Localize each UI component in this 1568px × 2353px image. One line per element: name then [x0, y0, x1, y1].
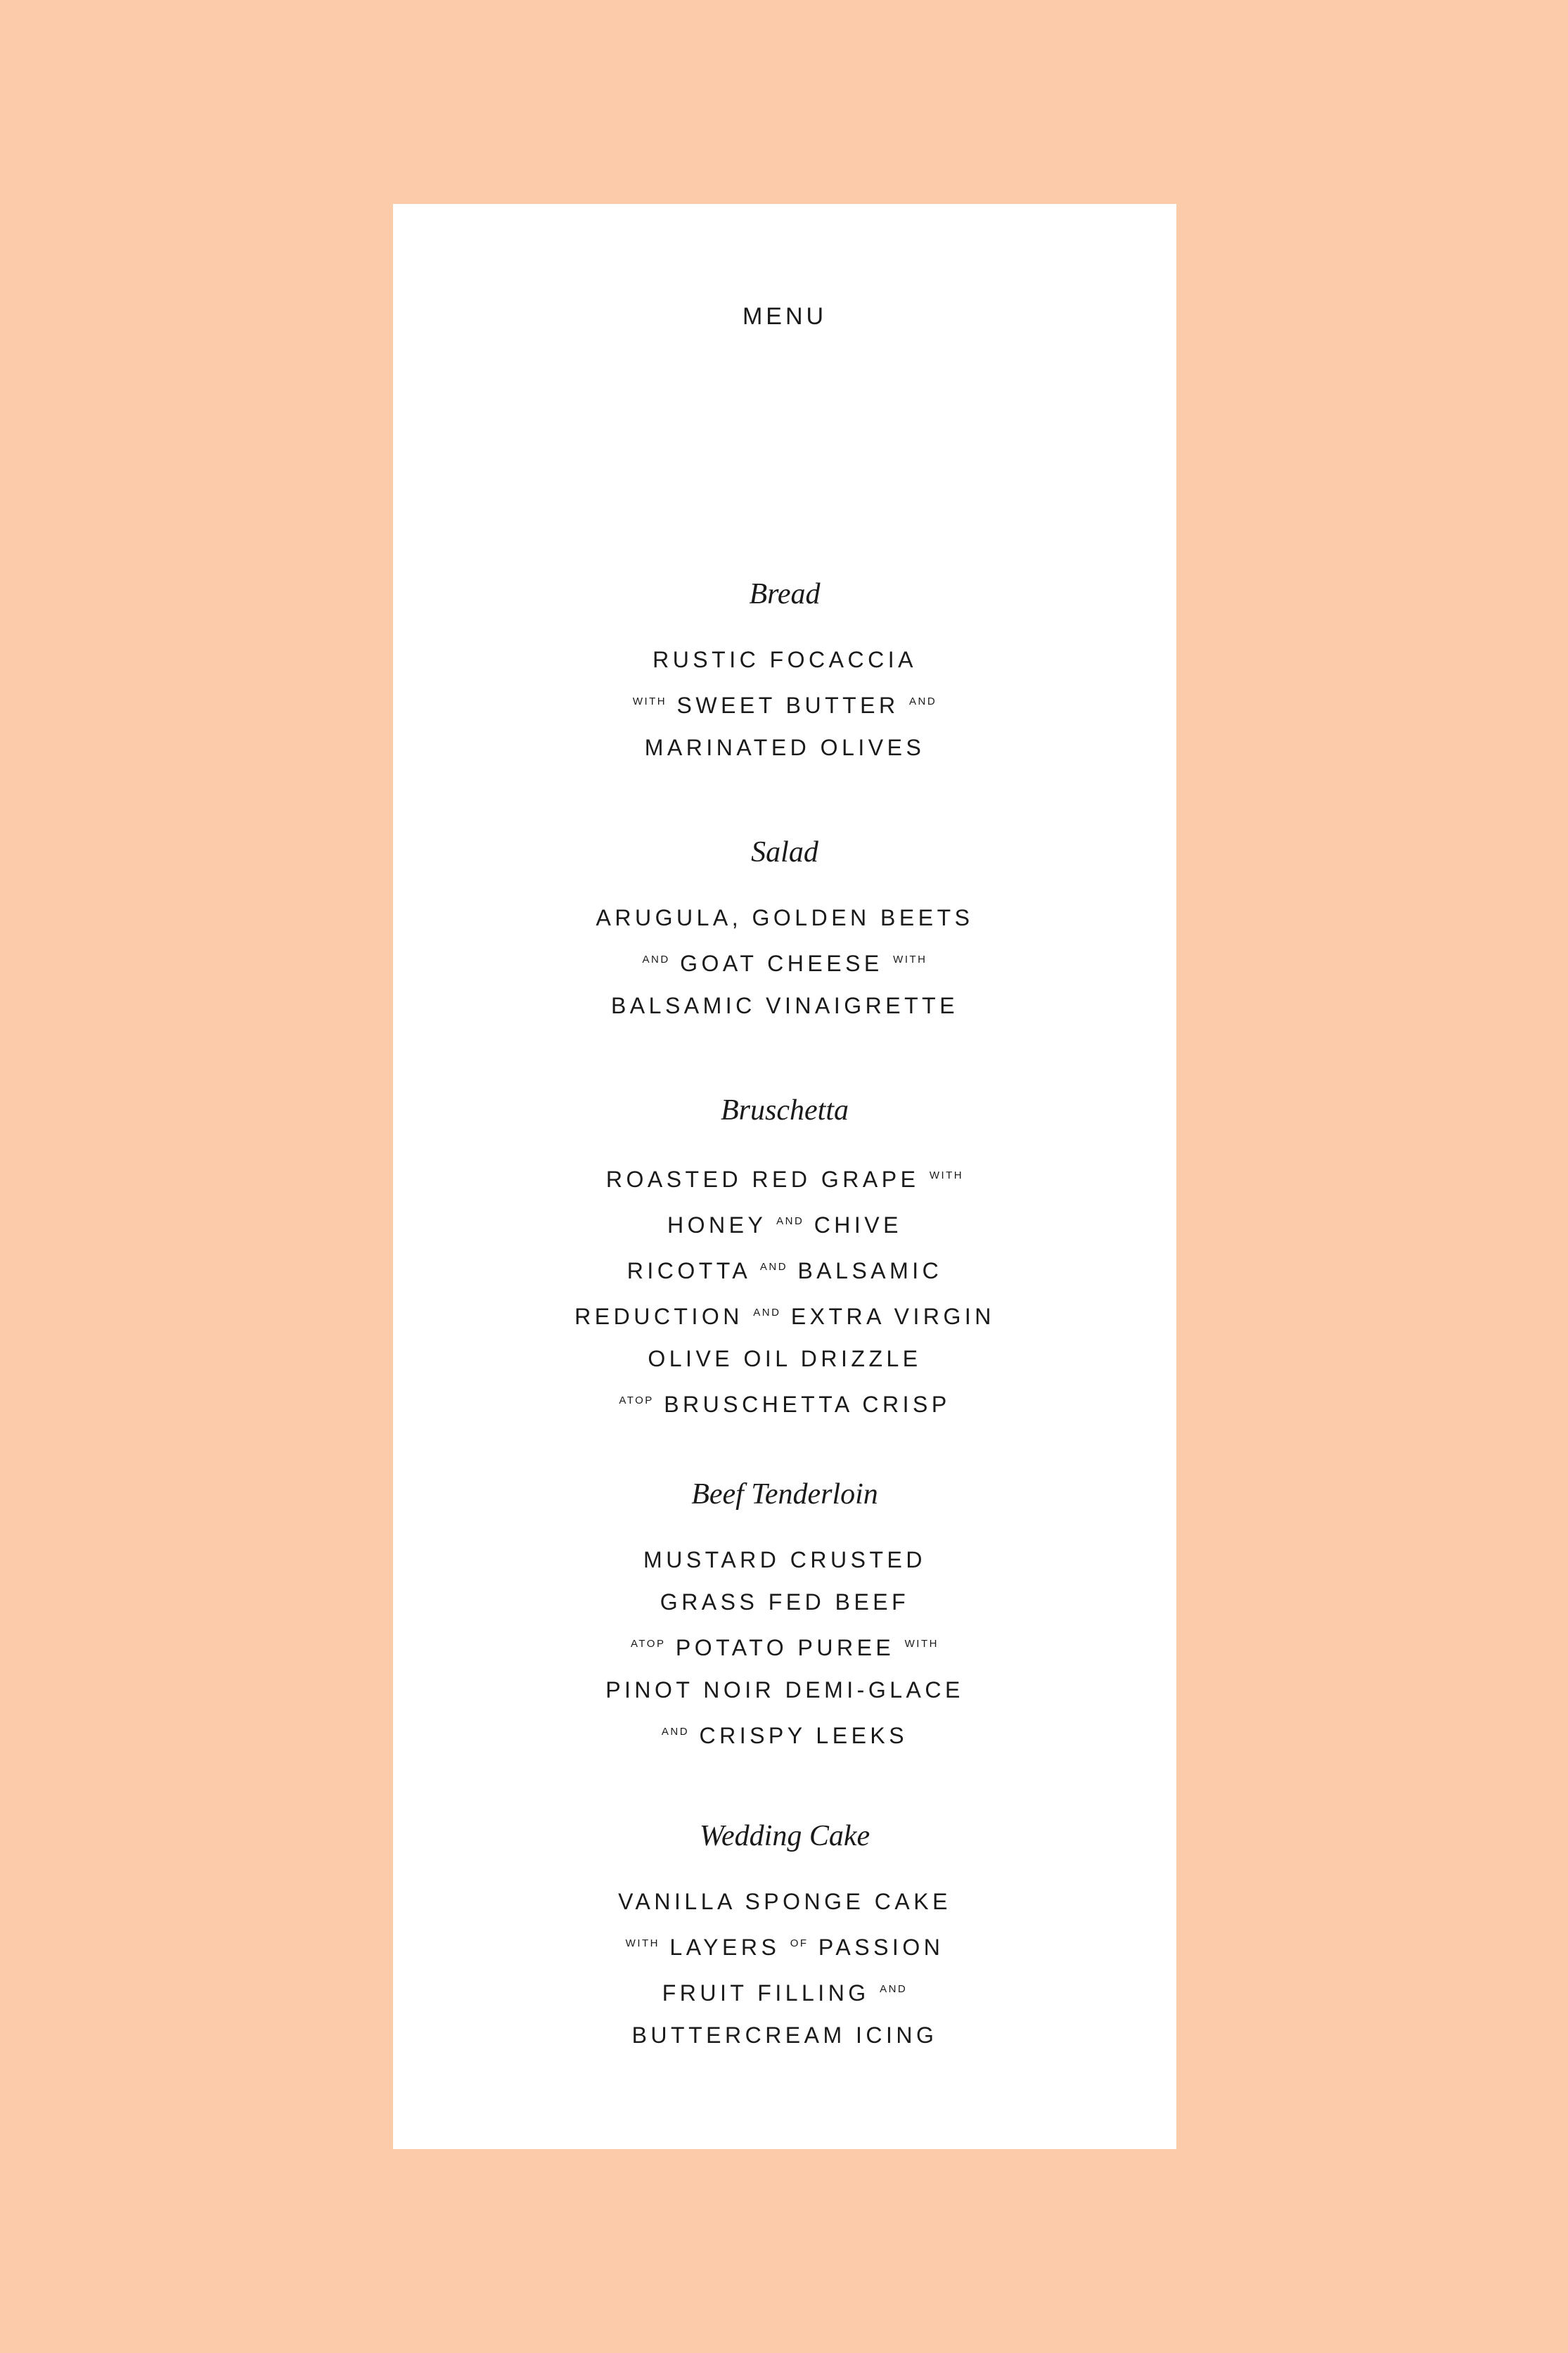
dish-line	[393, 1669, 1176, 1711]
connector-word: WITH	[632, 695, 667, 707]
dish-text: REDUCTION	[574, 1304, 743, 1329]
dish-text: BALSAMIC	[797, 1258, 943, 1283]
connector-word: OF	[790, 1937, 809, 1949]
dish-line	[393, 939, 1176, 985]
dish-line	[393, 1338, 1176, 1380]
dish-text: OLIVE OIL DRIZZLE	[648, 1346, 922, 1371]
connector-word: AND	[776, 1215, 804, 1227]
dish-line	[393, 1923, 1176, 1968]
dish-description	[393, 897, 1176, 1027]
dish-description	[393, 1155, 1176, 1425]
dish-text: SWEET BUTTER	[676, 693, 899, 718]
dish-text: BRUSCHETTA CRISP	[664, 1392, 951, 1417]
dish-text: CRISPY LEEKS	[699, 1723, 908, 1748]
connector-word: WITH	[893, 954, 927, 966]
course-name: Wedding Cake	[699, 1820, 870, 1852]
dish-text: GRASS FED BEEF	[660, 1589, 910, 1615]
dish-text: HONEY	[667, 1212, 766, 1238]
dish-line	[393, 1246, 1176, 1292]
dish-description	[393, 1539, 1176, 1757]
menu-card	[393, 204, 1176, 2149]
course-name: Bruschetta	[721, 1094, 849, 1127]
dish-line	[393, 639, 1176, 681]
dish-text: BUTTERCREAM ICING	[631, 2022, 938, 2048]
course-name: Bread	[749, 578, 821, 610]
dish-line	[393, 1292, 1176, 1338]
dish-text: VANILLA SPONGE CAKE	[618, 1889, 951, 1914]
course-name: Salad	[751, 836, 818, 868]
dish-text: RUSTIC FOCACCIA	[653, 647, 917, 672]
connector-word: WITH	[904, 1638, 939, 1650]
dish-text: GOAT CHEESE	[680, 951, 883, 976]
dish-text: PASSION	[818, 1935, 944, 1960]
dish-line	[393, 681, 1176, 726]
dish-text: MUSTARD CRUSTED	[643, 1547, 926, 1572]
connector-word: ATOP	[631, 1638, 666, 1650]
connector-word: AND	[759, 1261, 788, 1273]
dish-text: CHIVE	[814, 1212, 902, 1238]
dish-text: POTATO PUREE	[675, 1635, 895, 1660]
dish-line	[393, 1380, 1176, 1425]
course-wedding-cake	[393, 1819, 1176, 2056]
dish-line	[393, 1968, 1176, 2014]
dish-text: LAYERS	[669, 1935, 780, 1960]
dish-text: EXTRA VIRGIN	[790, 1304, 995, 1329]
dish-line	[393, 726, 1176, 769]
connector-word: AND	[909, 695, 937, 707]
dish-text: MARINATED OLIVES	[644, 735, 925, 760]
dish-text: ROASTED RED GRAPE	[605, 1167, 920, 1192]
dish-line	[393, 2014, 1176, 2056]
course-name: Beef Tenderloin	[691, 1478, 878, 1511]
dish-line	[393, 1623, 1176, 1669]
menu-title: MENU	[742, 303, 828, 330]
connector-word: AND	[880, 1983, 908, 1995]
dish-line	[393, 897, 1176, 939]
dish-text: ARUGULA, GOLDEN BEETS	[596, 905, 974, 930]
connector-word: AND	[753, 1307, 781, 1319]
course-beef-tenderloin	[393, 1477, 1176, 1757]
connector-word: WITH	[929, 1169, 964, 1181]
dish-line	[393, 1155, 1176, 1200]
dish-line	[393, 985, 1176, 1027]
connector-word: AND	[642, 954, 670, 966]
course-bread	[393, 577, 1176, 769]
dish-line	[393, 1581, 1176, 1623]
connector-word: AND	[661, 1726, 690, 1738]
dish-line	[393, 1200, 1176, 1246]
dish-line	[393, 1711, 1176, 1757]
course-bruschetta	[393, 1093, 1176, 1425]
dish-description	[393, 639, 1176, 769]
course-salad	[393, 835, 1176, 1027]
dish-text: RICOTTA	[626, 1258, 750, 1283]
dish-description	[393, 1880, 1176, 2056]
dish-line	[393, 1880, 1176, 1923]
dish-text: BALSAMIC VINAIGRETTE	[610, 993, 959, 1018]
dish-text: PINOT NOIR DEMI-GLACE	[605, 1677, 964, 1703]
dish-line	[393, 1539, 1176, 1581]
connector-word: WITH	[625, 1937, 660, 1949]
dish-text: FRUIT FILLING	[662, 1980, 870, 2006]
connector-word: ATOP	[619, 1395, 654, 1406]
